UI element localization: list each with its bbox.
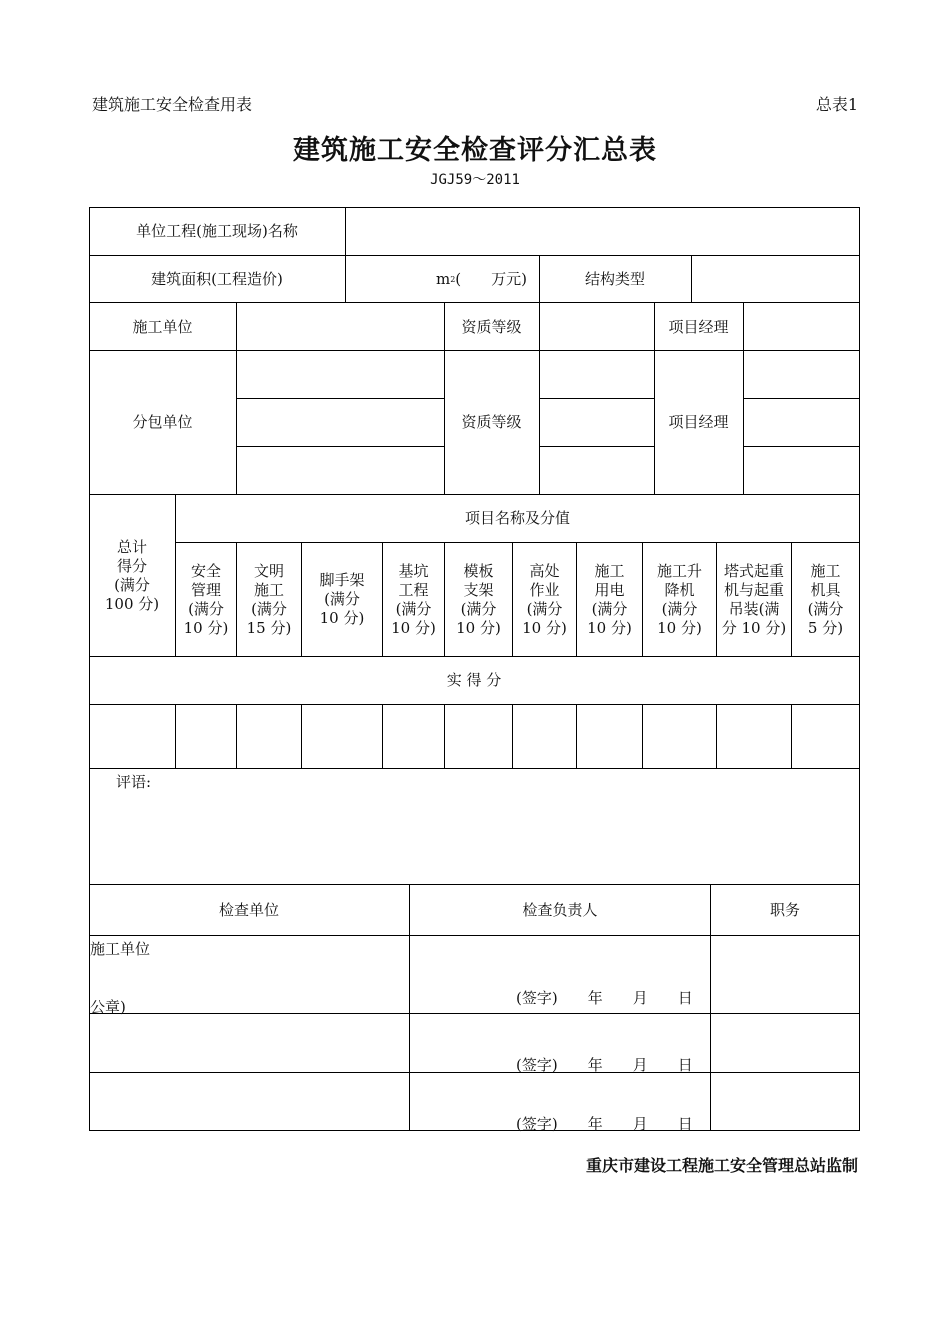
- position-header: 职务: [769, 900, 800, 919]
- row1-unit-line2: 公章): [90, 998, 126, 1016]
- signature-row-1: (签字) 年 月 日: [516, 989, 693, 1007]
- subcontractor-label: 分包单位: [132, 413, 193, 431]
- score-item-formwork: 模板 支架 (满分 10 分): [456, 561, 501, 637]
- inspection-unit-header: 检查单位: [218, 900, 279, 919]
- score-item-machinery: 施工 机具 (满分 5 分): [807, 561, 844, 637]
- actual-score-label: 实 得 分: [446, 671, 502, 689]
- area-unit-rest: ( 万元): [455, 269, 527, 288]
- project-manager-label: 项目经理: [668, 317, 729, 336]
- standard-code: JGJ59～2011: [430, 172, 520, 188]
- form-number: 总表1: [815, 95, 858, 114]
- page-title: 建筑施工安全检查评分汇总表: [293, 135, 657, 166]
- sub-project-manager-label: 项目经理: [668, 413, 729, 431]
- structure-type-field[interactable]: [692, 255, 859, 303]
- area-label: 建筑面积(工程造价): [151, 269, 283, 288]
- qualification-label: 资质等级: [461, 317, 522, 336]
- row1-unit-line1: 施工单位: [90, 940, 151, 958]
- total-score-label: 总计 得分 (满分 100 分): [104, 537, 160, 613]
- area-unit-sup: 2: [450, 274, 456, 284]
- score-item-scaffolding: 脚手架 (满分 10 分): [319, 571, 365, 627]
- area-field[interactable]: [346, 255, 539, 303]
- score-item-work-at-height: 高处 作业 (满分 10 分): [522, 561, 567, 637]
- comment-label: 评语:: [116, 773, 152, 791]
- score-item-tower-crane: 塔式起重 机与起重 吊装(满 分 10 分): [721, 561, 787, 637]
- contractor-label: 施工单位: [132, 317, 193, 336]
- score-item-foundation-pit: 基坑 工程 (满分 10 分): [391, 561, 436, 637]
- area-unit-m: m: [435, 269, 451, 288]
- score-item-civilized-construction: 文明 施工 (满分 15 分): [246, 561, 292, 637]
- project-name-label: 单位工程(施工现场)名称: [136, 221, 298, 240]
- form-category: 建筑施工安全检查用表: [92, 95, 253, 114]
- project-name-field[interactable]: [346, 207, 859, 255]
- issuer-footer: 重庆市建设工程施工安全管理总站监制: [585, 1156, 858, 1175]
- items-header: 项目名称及分值: [464, 509, 570, 527]
- signature-row-2: (签字) 年 月 日: [516, 1056, 693, 1074]
- score-item-hoist: 施工升 降机 (满分 10 分): [656, 561, 702, 637]
- score-item-electricity: 施工 用电 (满分 10 分): [587, 561, 632, 637]
- sub-qualification-label: 资质等级: [461, 413, 522, 431]
- score-item-safety-management: 安全 管理 (满分 10 分): [183, 561, 229, 637]
- signature-row-3: (签字) 年 月 日: [516, 1115, 693, 1133]
- structure-type-label: 结构类型: [584, 269, 645, 288]
- inspection-person-header: 检查负责人: [522, 900, 598, 919]
